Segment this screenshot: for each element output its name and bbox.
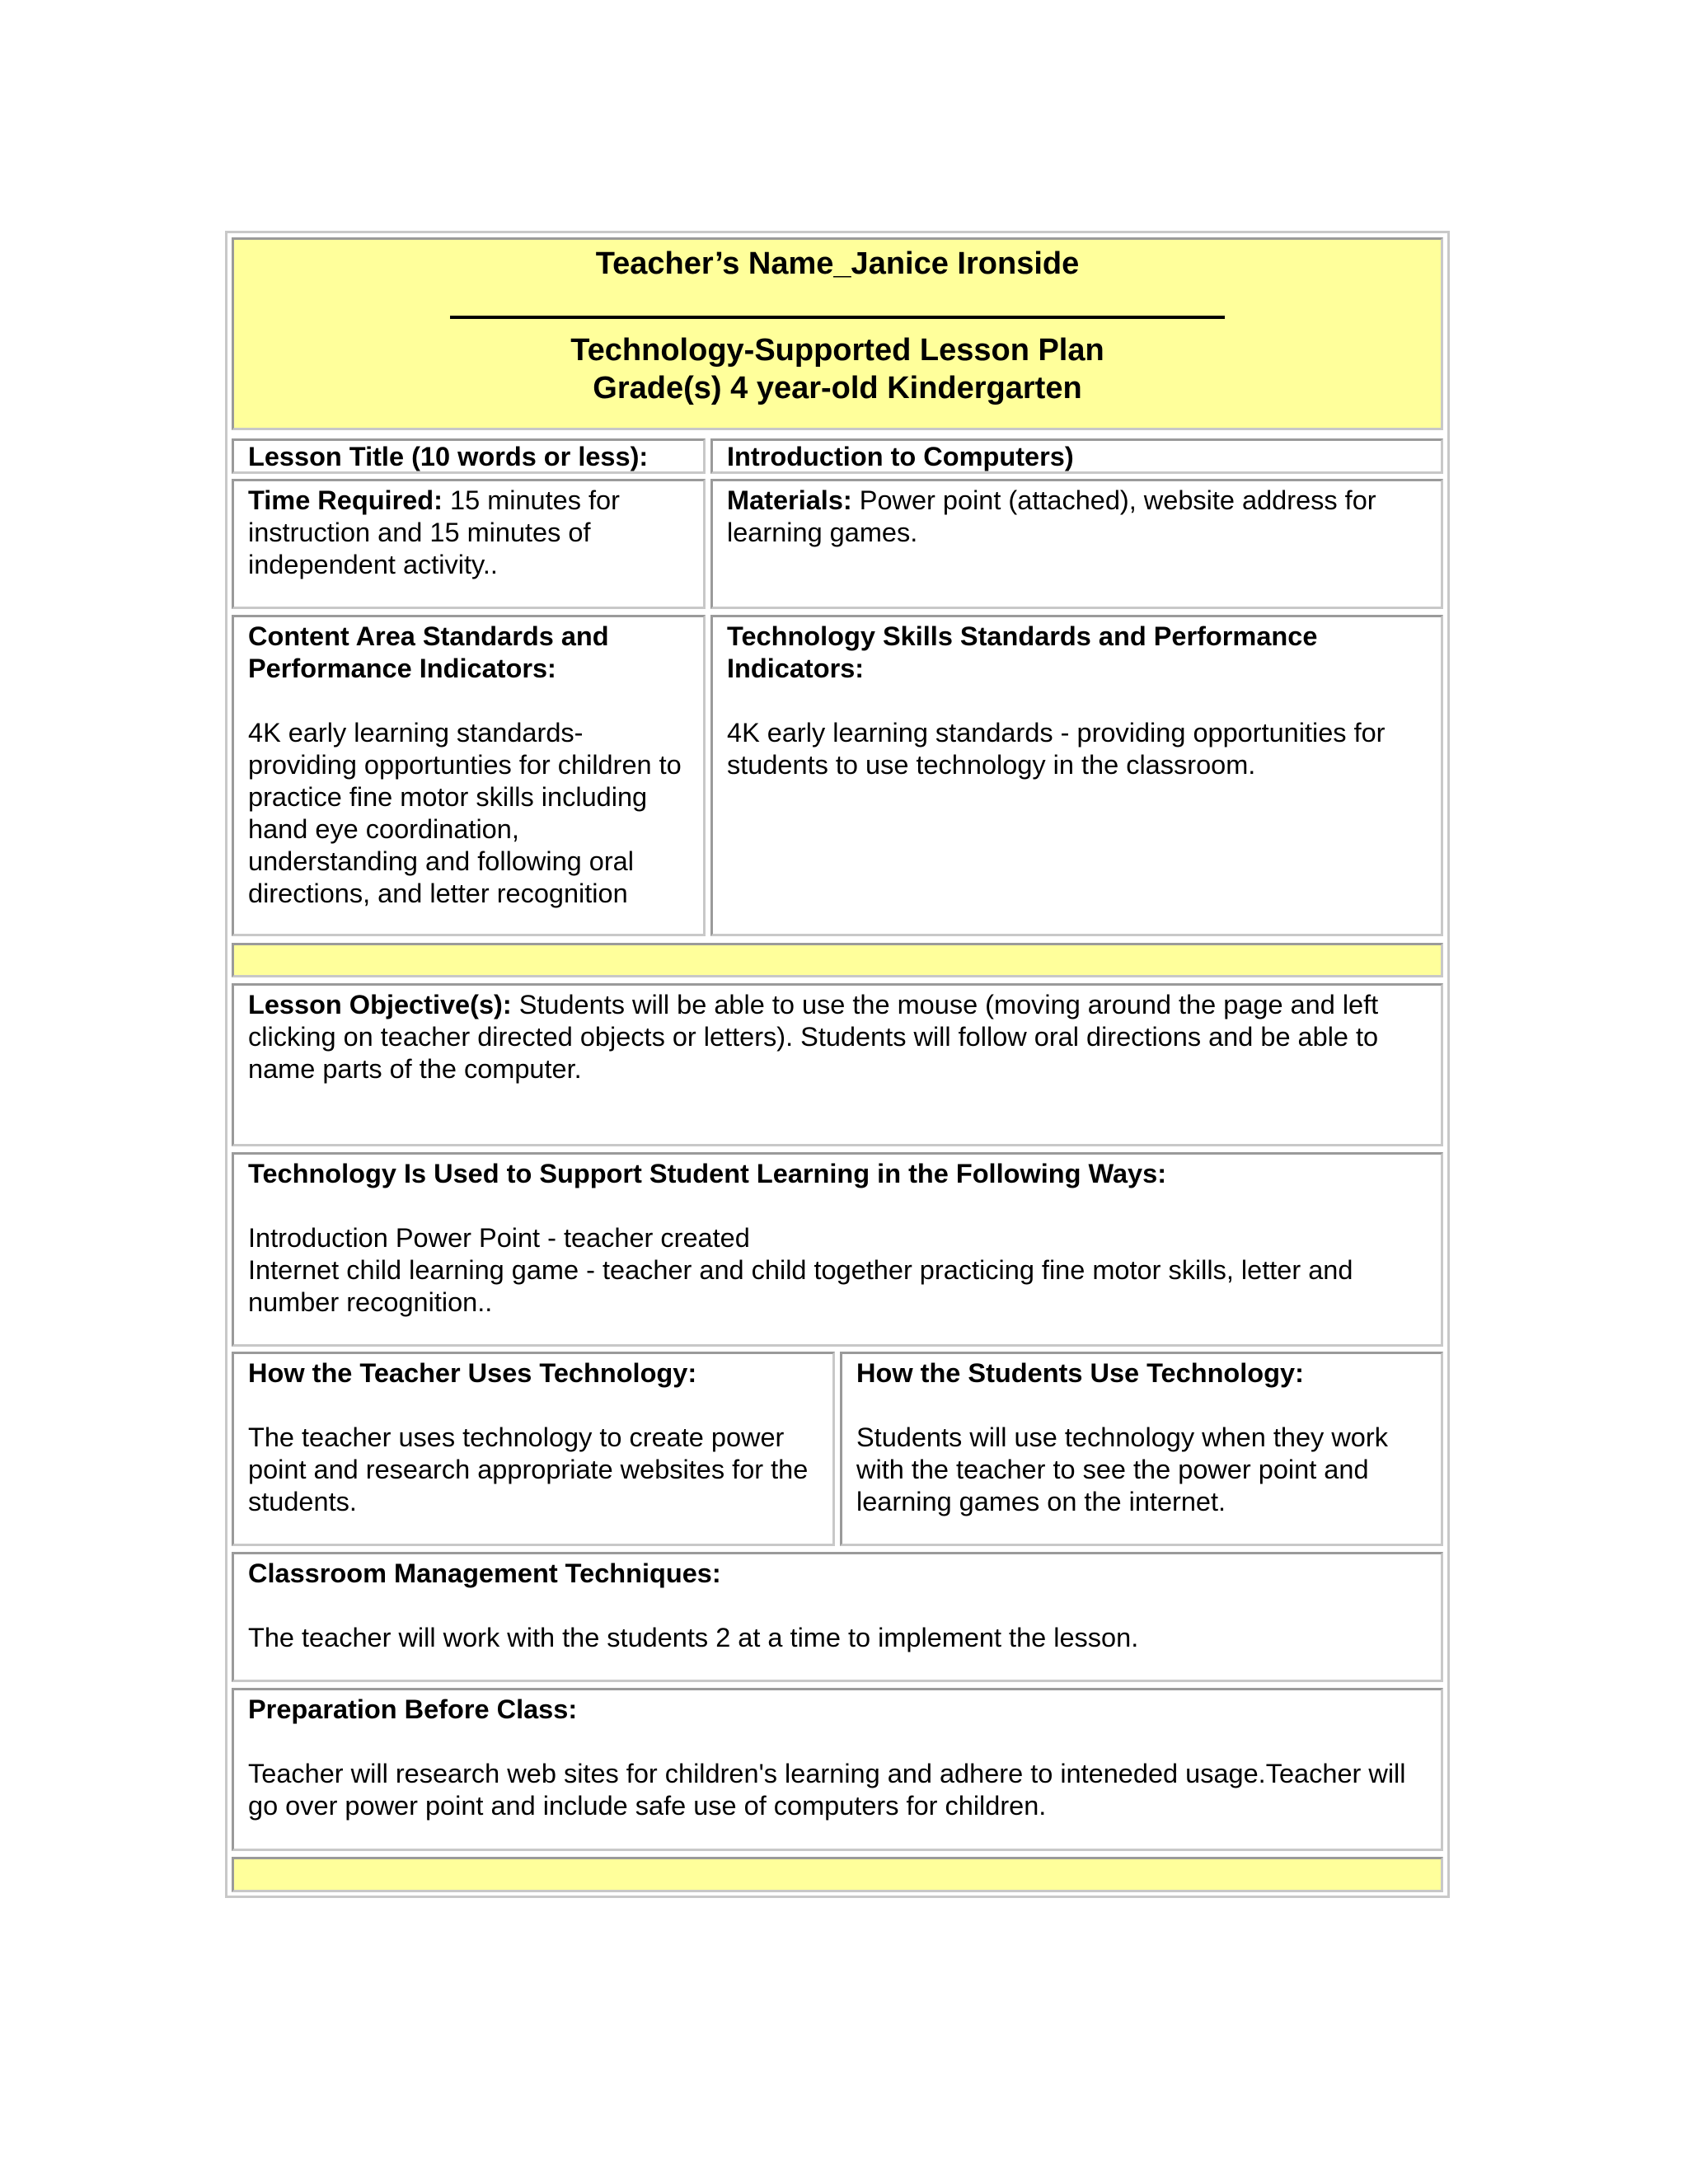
time-required-value: 15 minutes for instruction and 15 minutes of independent activity..	[248, 485, 620, 579]
lesson-title-value-cell	[710, 438, 1443, 474]
tech-support-heading: Technology Is Used to Support Student Learning in the Following Ways:	[248, 1159, 1167, 1188]
grade-line: Grade(s) 4 year-old Kindergarten	[593, 371, 1082, 405]
lesson-title-value: Introduction to Computers)	[727, 442, 1074, 471]
teacher-use-cell	[232, 1352, 835, 1546]
tech-standards-cell	[710, 615, 1443, 936]
tech-support-line1: Introduction Power Point - teacher created	[248, 1223, 750, 1253]
teacher-use-heading: How the Teacher Uses Technology:	[248, 1358, 697, 1388]
preparation-heading: Preparation Before Class:	[248, 1694, 578, 1724]
tech-standards-heading: Technology Skills Standards and Performance Indicators:	[727, 621, 1318, 683]
footer-bar	[232, 1857, 1443, 1892]
tech-standards-body: 4K early learning standards - providing opportunities for students to use technology in the classroom.	[727, 718, 1386, 780]
lesson-title-label: Lesson Title (10 words or less):	[248, 442, 649, 471]
section-divider	[232, 943, 1443, 977]
name-underline	[450, 283, 1225, 319]
content-standards-body: 4K early learning standards- providing opportunties for children to practice fine motor skills including hand eye coordination, understanding and following oral directions, and letter recognition	[248, 718, 682, 908]
classroom-management-cell	[232, 1552, 1443, 1682]
tech-support-line2: Internet child learning game - teacher and child together practicing fine motor skills, letter and number recognition..	[248, 1255, 1353, 1317]
materials-cell	[710, 479, 1443, 609]
time-required-label: Time Required:	[248, 485, 443, 515]
student-use-heading: How the Students Use Technology:	[856, 1358, 1304, 1388]
materials-value: Power point (attached), website address for learning games.	[727, 485, 1376, 547]
content-standards-cell	[232, 615, 706, 936]
teacher-name: Teacher’s Name_Janice Ironside	[595, 246, 1080, 281]
objectives-cell	[232, 983, 1443, 1146]
objectives-label: Lesson Objective(s):	[248, 990, 512, 1019]
time-required-cell	[232, 479, 706, 609]
lesson-title-label-cell	[232, 438, 706, 474]
header-block	[232, 237, 1443, 430]
student-use-cell	[840, 1352, 1443, 1546]
objectives-value: Students will be able to use the mouse (moving around the page and left clicking on teacher directed objects or letters). Students will follow oral directions and be able to name parts of the computer.	[248, 990, 1379, 1084]
teacher-use-body: The teacher uses technology to create power point and research appropriate websites for the students.	[248, 1422, 809, 1516]
preparation-cell	[232, 1688, 1443, 1851]
student-use-body: Students will use technology when they work with the teacher to see the power point and learning games on the internet.	[856, 1422, 1388, 1516]
classroom-management-body: The teacher will work with the students 2 at a time to implement the lesson.	[248, 1623, 1139, 1652]
tech-support-cell	[232, 1152, 1443, 1347]
preparation-body: Teacher will research web sites for children's learning and adhere to inteneded usage.Teacher will go over power point and include safe use of computers for children.	[248, 1759, 1406, 1821]
classroom-management-heading: Classroom Management Techniques:	[248, 1558, 721, 1588]
plan-title: Technology-Supported Lesson Plan	[570, 333, 1104, 368]
content-standards-heading: Content Area Standards and Performance Indicators:	[248, 621, 609, 683]
materials-label: Materials:	[727, 485, 852, 515]
